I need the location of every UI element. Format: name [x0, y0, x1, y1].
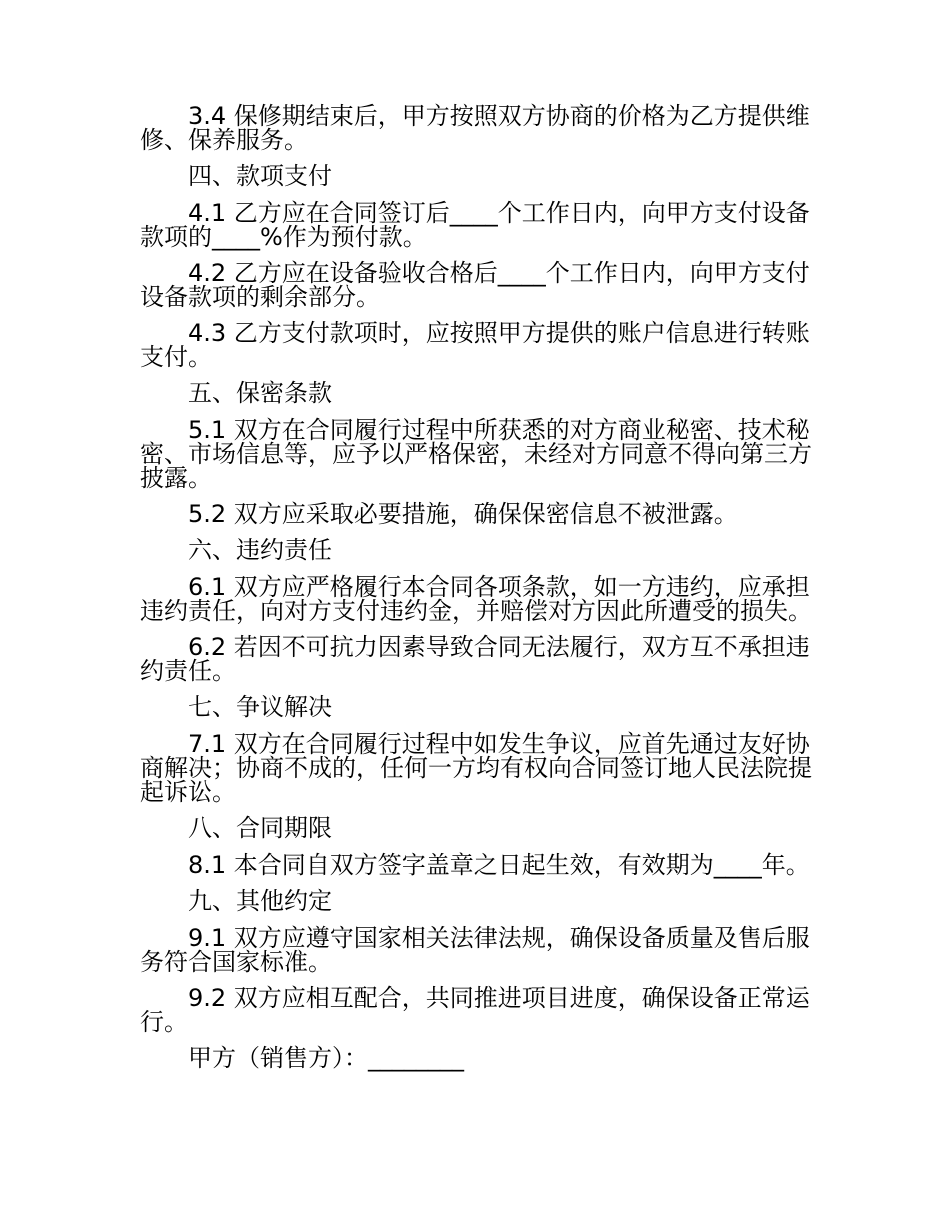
- section-heading-other: 九、其他约定: [188, 887, 332, 915]
- section-heading-payment: 四、款项支付: [188, 162, 332, 190]
- section-heading-term: 八、合同期限: [188, 814, 332, 842]
- section-heading-liability: 六、违约责任: [188, 536, 332, 564]
- clause-5-2: 5.2 双方应采取必要措施，确保保密信息不被泄露。: [188, 500, 738, 528]
- signature-line-party-a: 甲方（销售方）：________: [188, 1044, 464, 1072]
- clause-4-2: 4.2 乙方应在设备验收合格后____个工作日内，向甲方支付设备款项的剩余部分。: [140, 259, 810, 311]
- clause-7-1: 7.1 双方在合同履行过程中如发生争议，应首先通过友好协商解决；协商不成的，任何一方均有权向合同签订地人民法院提起诉讼。: [140, 730, 812, 806]
- document-page: [140, 104, 812, 1083]
- clause-6-1: 6.1 双方应严格履行本合同各项条款，如一方违约，应承担违约责任，向对方支付违约金，并赔偿对方因此所遭受的损失。: [140, 573, 812, 625]
- clause-8-1: 8.1 本合同自双方签字盖章之日起生效，有效期为____年。: [188, 851, 810, 879]
- clause-9-2: 9.2 双方应相互配合，共同推进项目进度，确保设备正常运行。: [140, 984, 810, 1036]
- section-heading-dispute: 七、争议解决: [188, 693, 332, 721]
- clause-4-3: 4.3 乙方支付款项时，应按照甲方提供的账户信息进行转账支付。: [140, 319, 810, 371]
- clause-4-1: 4.1 乙方应在合同签订后____个工作日内，向甲方支付设备款项的____%作为预付款。: [140, 199, 810, 251]
- clause-5-1: 5.1 双方在合同履行过程中所获悉的对方商业秘密、技术秘密、市场信息等，应予以严格保密，未经对方同意不得向第三方披露。: [140, 416, 812, 492]
- clause-9-1: 9.1 双方应遵守国家相关法律法规，确保设备质量及售后服务符合国家标准。: [140, 924, 810, 976]
- clause-3-4: 3.4 保修期结束后，甲方按照双方协商的价格为乙方提供维修、保养服务。: [140, 102, 810, 154]
- clause-6-2: 6.2 若因不可抗力因素导致合同无法履行，双方互不承担违约责任。: [140, 633, 810, 685]
- section-heading-confidentiality: 五、保密条款: [188, 379, 332, 407]
